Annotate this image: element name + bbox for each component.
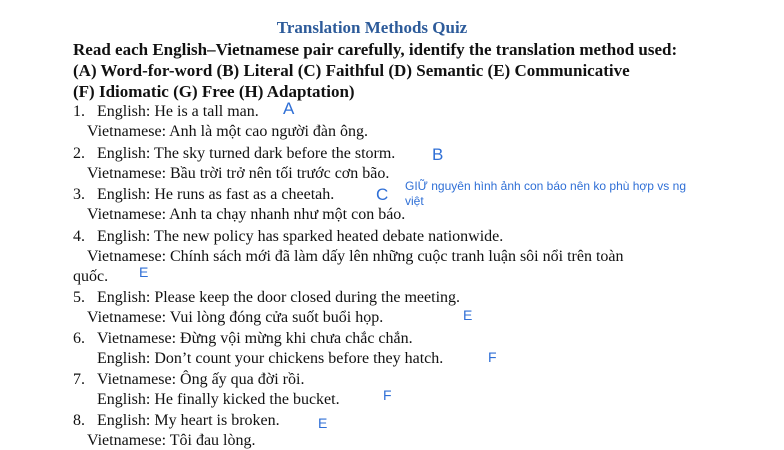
item-text: English: He is a tall man. [97, 103, 259, 120]
item-text: English: The new policy has sparked heated debate nationwide. [97, 228, 504, 245]
handwritten-note-line-1: GIỮ nguyên hình ảnh con báo nên ko phù hợp vs ng [405, 179, 686, 193]
item-2-line-1 [73, 145, 395, 163]
item-8-line-2: Vietnamese: Tôi đau lòng. [87, 432, 256, 449]
item-1-line-1 [73, 103, 259, 121]
item-6-line-2: English: Don’t count your chickens before they hatch. [97, 350, 444, 367]
item-number: 7. [73, 371, 85, 388]
item-text: English: He runs as fast as a cheetah. [97, 186, 335, 203]
item-3-line-1 [73, 186, 334, 204]
item-number: 5. [73, 289, 85, 306]
item-2-line-2: Vietnamese: Bầu trời trở nên tối trước cơn bão. [87, 165, 390, 182]
item-text: English: Please keep the door closed during the meeting. [97, 289, 461, 306]
instructions-line-1: Read each English–Vietnamese pair carefully, identify the translation method used: [73, 40, 678, 59]
handwritten-note-line-2: việt [405, 194, 424, 208]
item-text: English: The sky turned dark before the storm. [97, 145, 396, 162]
handwritten-answer-4: E [139, 264, 149, 280]
item-number: 3. [73, 186, 85, 203]
instructions-line-3: (F) Idiomatic (G) Free (H) Adaptation) [73, 82, 355, 101]
handwritten-answer-7: F [383, 387, 392, 403]
item-4-line-2: Vietnamese: Chính sách mới đã làm dấy lên những cuộc tranh luận sôi nổi trên toàn [87, 248, 624, 265]
item-number: 6. [73, 330, 85, 347]
handwritten-answer-1: A [283, 99, 295, 118]
item-number: 1. [73, 103, 85, 120]
item-number: 2. [73, 145, 85, 162]
handwritten-answer-5: E [463, 307, 473, 323]
item-4-line-3: quốc. [73, 268, 109, 285]
item-4-line-1 [73, 228, 503, 246]
item-8-line-1 [73, 412, 280, 430]
page-title: Translation Methods Quiz [276, 18, 468, 37]
item-5-line-1 [73, 289, 460, 307]
handwritten-answer-3: C [376, 185, 389, 204]
item-7-line-2: English: He finally kicked the bucket. [97, 391, 340, 408]
item-text: English: My heart is broken. [97, 412, 280, 429]
handwritten-answer-8: E [318, 415, 328, 431]
item-7-line-1 [73, 371, 304, 389]
item-6-line-1 [73, 330, 413, 348]
handwritten-answer-6: F [488, 349, 497, 365]
item-number: 8. [73, 412, 85, 429]
item-5-line-2: Vietnamese: Vui lòng đóng cửa suốt buổi họp. [87, 309, 384, 326]
instructions-line-2: (A) Word-for-word (B) Literal (C) Faithful (D) Semantic (E) Communicative [73, 61, 630, 80]
item-number: 4. [73, 228, 85, 245]
item-text: Vietnamese: Đừng vội mừng khi chưa chắc chắn. [97, 330, 413, 347]
handwritten-answer-2: B [432, 145, 444, 164]
item-text: Vietnamese: Ông ấy qua đời rồi. [97, 371, 305, 388]
item-1-line-2: Vietnamese: Anh là một cao người đàn ông. [87, 123, 368, 140]
item-3-line-2: Vietnamese: Anh ta chạy nhanh như một con báo. [87, 206, 406, 223]
